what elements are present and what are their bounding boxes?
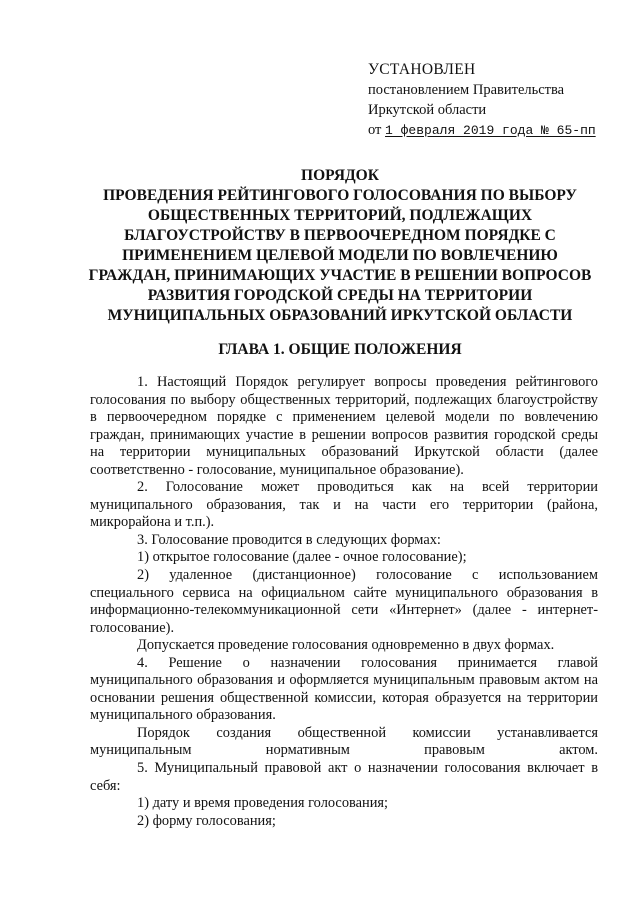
paragraph: Порядок создания общественной комиссии устанавливается муниципальным нормативным правовым актом. xyxy=(90,724,598,759)
document-title xyxy=(70,166,610,326)
approval-date-line xyxy=(368,120,623,141)
paragraph: 2) форму голосования; xyxy=(137,812,276,829)
title-line: ПРОВЕДЕНИЯ РЕЙТИНГОВОГО ГОЛОСОВАНИЯ ПО ВЫБОРУ xyxy=(103,187,577,204)
paragraph: 1) дату и время проведения голосования; xyxy=(137,795,389,812)
title-line: ОБЩЕСТВЕННЫХ ТЕРРИТОРИЙ, ПОДЛЕЖАЩИХ xyxy=(147,207,533,224)
approval-line-2: Иркутской области xyxy=(368,102,487,118)
title-line: БЛАГОУСТРОЙСТВУ В ПЕРВООЧЕРЕДНОМ ПОРЯДКЕ С xyxy=(124,227,556,244)
approval-date-prefix: от xyxy=(368,122,382,138)
title-line: ГРАЖДАН, ПРИНИМАЮЩИХ УЧАСТИЕ В РЕШЕНИИ ВОПРОСОВ xyxy=(88,267,592,284)
paragraph: Допускается проведение голосования одновременно в двух формах. xyxy=(137,637,555,654)
chapter-heading: ГЛАВА 1. ОБЩИЕ ПОЛОЖЕНИЯ xyxy=(218,341,462,358)
title-line: РАЗВИТИЯ ГОРОДСКОЙ СРЕДЫ НА ТЕРРИТОРИИ xyxy=(147,287,533,304)
paragraph: 2. Голосование может проводиться как на всей территории муниципального образования, так и на части его территории (района, микрорайона и т.п.). xyxy=(90,479,598,531)
approval-stamp xyxy=(368,60,623,141)
paragraph: 4. Решение о назначении голосования принимается главой муниципального образования и оформляется муниципальным правовым актом на основании решения общественной комиссии, которая образуется на территории муниципального образования. xyxy=(90,654,598,724)
title-line: ПРИМЕНЕНИЕМ ЦЕЛЕВОЙ МОДЕЛИ ПО ВОВЛЕЧЕНИЮ xyxy=(122,247,558,264)
approval-line-1: постановлением Правительства xyxy=(368,82,565,98)
paragraph: 1) открытое голосование (далее - очное голосование); xyxy=(137,549,467,566)
paragraph: 5. Муниципальный правовой акт о назначении голосования включает в себя: xyxy=(90,760,598,794)
approval-heading: УСТАНОВЛЕН xyxy=(368,61,476,78)
paragraph: 3. Голосование проводится в следующих формах: xyxy=(137,531,441,548)
document-body xyxy=(90,374,598,830)
approval-date-value: 1 февраля 2019 года № 65-пп xyxy=(385,123,596,138)
paragraph: 1. Настоящий Порядок регулирует вопросы проведения рейтингового голосования по выбору общественных территорий, подлежащих благоустройству в первоочередном порядке с применением целевой модели по вовлечению граждан, принимающих участие в решении вопросов развития городской среды на территории муниципальных образований Иркутской области (далее соответственно - голосование, муниципальное образование). xyxy=(90,374,598,478)
title-line: МУНИЦИПАЛЬНЫХ ОБРАЗОВАНИЙ ИРКУТСКОЙ ОБЛАСТИ xyxy=(107,307,573,324)
title-line: ПОРЯДОК xyxy=(301,167,379,184)
paragraph: 2) удаленное (дистанционное) голосование с использованием специального сервиса на официальном сайте муниципального образования в информационно-телекоммуникационной сети «Интернет» (далее - интернет-голосование). xyxy=(90,567,598,636)
